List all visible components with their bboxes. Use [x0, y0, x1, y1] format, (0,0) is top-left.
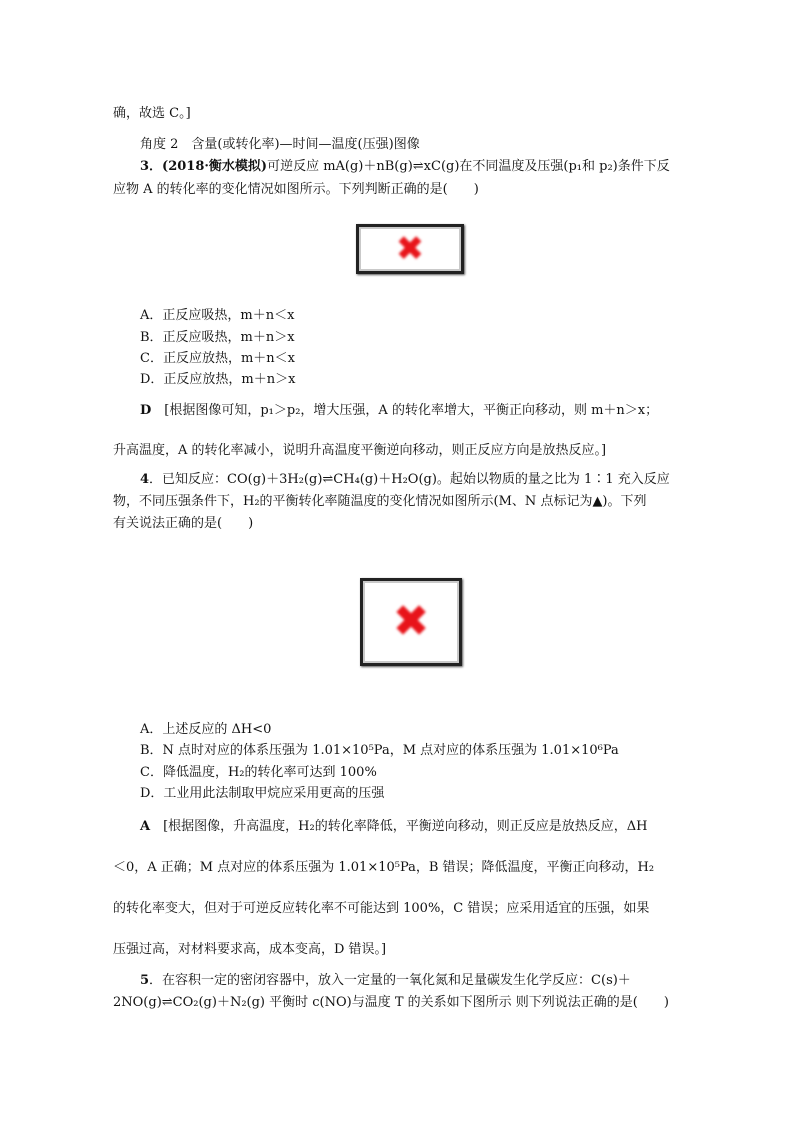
- broken-image-icon: ✖: [395, 229, 425, 269]
- q3-stem-line2: 应物 A 的转化率的变化情况如图所示。下列判断正确的是( ): [113, 182, 479, 197]
- q3-option-d: D．正反应放热，m＋n＞x: [140, 372, 296, 387]
- q3-explanation-line1: [140, 402, 658, 420]
- q4-figure-placeholder: [360, 578, 462, 666]
- q4-option-d: D．工业用此法制取甲烷应采用更高的压强: [140, 786, 385, 801]
- q4-stem-line1: [140, 471, 670, 489]
- broken-image-icon: ✖: [392, 596, 430, 647]
- q3-option-b: B．正反应吸热，m＋n＞x: [140, 330, 295, 345]
- q3-option-c: C．正反应放热，m＋n＜x: [140, 351, 295, 366]
- q5-stem-line1: [140, 972, 631, 990]
- q4-explanation-line2: ＜0，A 正确；M 点对应的体系压强为 1.01×10⁵Pa，B 错误；降低温度，平衡正向移动，H₂: [113, 860, 655, 875]
- q3-answer: D: [140, 403, 152, 418]
- q5-stem-text: ．在容积一定的密闭容器中，放入一定量的一氧化氮和足量碳发生化学反应：C(s)＋: [149, 973, 631, 988]
- q3-option-a: A．正反应吸热，m＋n＜x: [140, 308, 295, 323]
- q3-number: 3: [140, 159, 150, 174]
- prev-answer-tail: 确，故选 C。]: [113, 106, 191, 121]
- q4-explanation-line4: 压强过高，对材料要求高，成本变高，D 错误。]: [113, 942, 387, 957]
- q3-explanation-line2: 升高温度，A 的转化率减小，说明升高温度平衡逆向移动，则正反应方向是放热反应。]: [113, 443, 607, 458]
- q3-source: ．(2018·衡水模拟): [149, 159, 268, 174]
- q4-stem-text: ．已知反应：CO(g)＋3H₂(g)⇌CH₄(g)＋H₂O(g)。起始以物质的量之比为 1∶1 充入反应: [149, 472, 670, 487]
- q4-explanation-text: [根据图像，升高温度，H₂的转化率降低，平衡逆向移动，则正反应是放热反应，ΔH: [150, 819, 648, 834]
- q4-explanation-line1: [140, 818, 647, 836]
- section-heading: 角度 2 含量(或转化率)—时间—温度(压强)图像: [140, 137, 420, 152]
- q4-option-c: C．降低温度，H₂的转化率可达到 100%: [140, 765, 377, 780]
- q3-explanation-text: [根据图像可知，p₁＞p₂，增大压强，A 的转化率增大，平衡正向移动，则 m＋n＞x；: [151, 403, 659, 418]
- q5-stem-line2: 2NO(g)⇌CO₂(g)＋N₂(g) 平衡时 c(NO)与温度 T 的关系如下图所示 则下列说法正确的是( ): [113, 995, 669, 1010]
- q3-stem-text: 可逆反应 mA(g)＋nB(g)⇌xC(g)在不同温度及压强(p₁和 p₂)条件下反: [267, 159, 670, 174]
- q4-option-a: A．上述反应的 ΔH<0: [140, 722, 272, 737]
- q4-stem-line3: 有关说法正确的是( ): [113, 516, 254, 531]
- q4-number: 4: [140, 472, 150, 487]
- q3-stem-line1: [140, 158, 670, 176]
- q4-option-b: B．N 点时对应的体系压强为 1.01×10⁵Pa，M 点对应的体系压强为 1.01×10⁶Pa: [140, 743, 619, 758]
- q3-figure-placeholder: [356, 224, 464, 274]
- q5-number: 5: [140, 973, 150, 988]
- q4-stem-line2: 物，不同压强条件下，H₂的平衡转化率随温度的变化情况如图所示(M、N 点标记为▲)。下列: [113, 494, 647, 509]
- q4-answer: A: [140, 819, 151, 834]
- q4-explanation-line3: 的转化率变大，但对于可逆反应转化率不可能达到 100%，C 错误；应采用适宜的压强，如果: [113, 901, 650, 916]
